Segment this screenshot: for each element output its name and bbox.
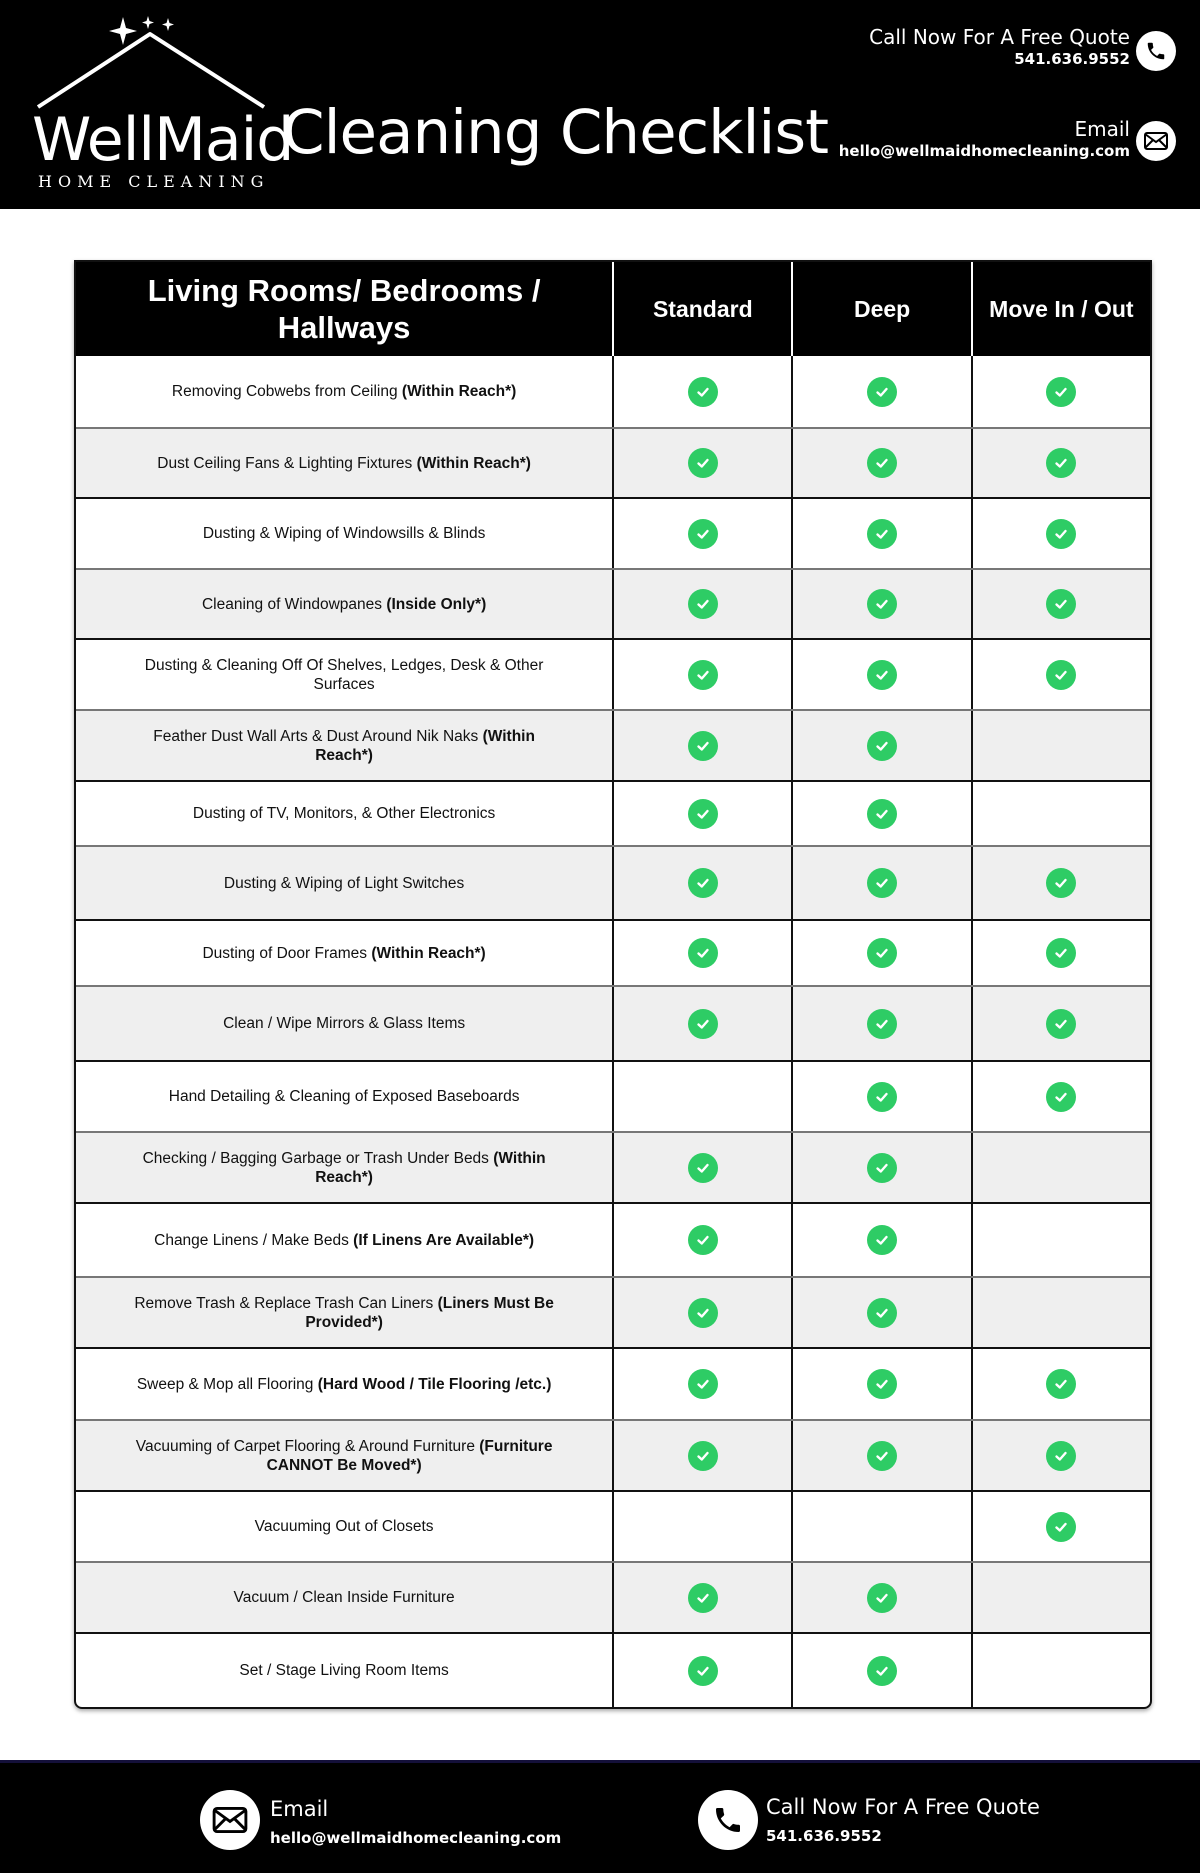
table-row [76,709,1150,780]
house-roof-icon [28,12,278,112]
task-cell [76,1421,612,1490]
checkmark-icon [1046,377,1076,407]
task-cell [76,429,612,497]
envelope-icon[interactable] [1136,121,1176,161]
task-cell [76,640,612,709]
table-row [76,427,1150,497]
move-cell [971,640,1150,709]
standard-cell [612,1278,791,1347]
task-note: (Within Reach*) [315,1149,546,1186]
checkmark-icon [688,519,718,549]
checkmark-icon [688,1153,718,1183]
email-address-link[interactable]: hello@wellmaidhomecleaning.com [838,142,1130,160]
standard-cell [612,640,791,709]
checkmark-icon [1046,660,1076,690]
checkmark-icon [688,1656,718,1686]
page-title: Cleaning Checklist [282,97,829,168]
task-cell [76,1204,612,1276]
task-cell [76,570,612,638]
checkmark-icon [688,1298,718,1328]
task-note: (Within Reach*) [401,383,517,400]
table-row [76,1561,1150,1632]
column-header-task: Living Rooms/ Bedrooms / Hallways [147,273,541,345]
checkmark-icon [867,1369,897,1399]
checkmark-icon [867,938,897,968]
column-header-deep: Deep [791,262,970,356]
task-cell [76,1278,612,1347]
task-cell [76,356,612,427]
checkmark-icon [688,938,718,968]
table-row [76,1419,1150,1490]
deep-cell [791,1563,970,1632]
phone-number-link[interactable]: 541.636.9552 [1014,50,1130,68]
task-label: Dusting of TV, Monitors, & Other Electronics [192,805,496,822]
header-phone-contact [869,25,1130,69]
footer-phone-link[interactable]: 541.636.9552 [766,1827,882,1845]
task-label: Vacuuming of Carpet Flooring & Around Furniture [135,1437,480,1455]
deep-cell [791,1133,970,1202]
standard-cell [612,1492,791,1561]
checkmark-icon [867,868,897,898]
table-row [76,497,1150,568]
table-row [76,356,1150,427]
table-row [76,1060,1150,1131]
move-cell [971,1349,1150,1419]
column-header-standard: Standard [612,262,791,356]
standard-cell [612,499,791,568]
deep-cell [791,847,970,919]
page-footer [0,1760,1200,1873]
checkmark-icon [688,1441,718,1471]
deep-cell [791,1634,970,1707]
task-cell [76,782,612,845]
task-note: (Liners Must Be Provided*) [305,1294,554,1331]
deep-cell [791,1062,970,1131]
footer-email-link[interactable]: hello@wellmaidhomecleaning.com [270,1829,562,1847]
standard-cell [612,1133,791,1202]
deep-cell [791,782,970,845]
deep-cell [791,1492,970,1561]
checkmark-icon [688,448,718,478]
deep-cell [791,987,970,1060]
standard-cell [612,1563,791,1632]
task-note: (Inside Only*) [386,595,487,613]
standard-cell [612,1204,791,1276]
checkmark-icon [1046,589,1076,619]
move-cell [971,1421,1150,1490]
task-label: Vacuum / Clean Inside Furniture [233,1589,455,1606]
table-row [76,985,1150,1060]
task-cell [76,921,612,985]
column-header-move: Move In / Out [971,262,1150,356]
checkmark-icon [867,1583,897,1613]
table-row [76,1490,1150,1561]
task-label: Dusting & Wiping of Light Switches [223,874,465,892]
footer-email-label: Email [270,1797,329,1821]
checkmark-icon [867,589,897,619]
standard-cell [612,987,791,1060]
table-row [76,919,1150,985]
move-cell [971,570,1150,638]
checkmark-icon [1046,448,1076,478]
move-cell [971,1062,1150,1131]
table-row [76,1632,1150,1707]
checkmark-icon [688,1369,718,1399]
checkmark-icon [1046,1082,1076,1112]
checkmark-icon [688,1583,718,1613]
task-label: Removing Cobwebs from Ceiling [171,383,402,400]
envelope-icon[interactable] [200,1790,260,1850]
task-label: Hand Detailing & Cleaning of Exposed Baseboards [168,1088,520,1105]
cleaning-checklist-table [74,260,1152,1709]
table-row [76,845,1150,919]
task-label: Clean / Wipe Mirrors & Glass Items [223,1015,466,1032]
wellmaid-logo [28,12,294,197]
move-cell [971,782,1150,845]
task-label: Cleaning of Windowpanes [201,595,387,613]
task-note: (Within Reach*) [315,727,535,764]
deep-cell [791,499,970,568]
move-cell [971,987,1150,1060]
checkmark-icon [1046,1512,1076,1542]
checkmark-icon [867,1225,897,1255]
standard-cell [612,847,791,919]
task-cell [76,711,612,780]
checkmark-icon [867,377,897,407]
task-label: Set / Stage Living Room Items [239,1662,449,1679]
checkmark-icon [867,1082,897,1112]
task-label: Dusting & Cleaning Off Of Shelves, Ledges, Desk & Other Surfaces [144,656,544,693]
deep-cell [791,356,970,427]
task-cell [76,1349,612,1419]
checkmark-icon [688,799,718,829]
table-row [76,1347,1150,1419]
phone-label: Call Now For A Free Quote [869,25,1130,49]
checkmark-icon [867,519,897,549]
deep-cell [791,640,970,709]
task-note: (Within Reach*) [371,944,486,962]
standard-cell [612,1634,791,1707]
standard-cell [612,1421,791,1490]
task-note: (Furniture CANNOT Be Moved*) [266,1437,553,1474]
checkmark-icon [867,448,897,478]
checkmark-icon [1046,938,1076,968]
email-label: Email [1074,117,1130,141]
deep-cell [791,429,970,497]
task-note: (Hard Wood / Tile Flooring /etc.) [317,1375,552,1393]
move-cell [971,1278,1150,1347]
task-label: Dusting of Door Frames [202,944,372,962]
checkmark-icon [867,1656,897,1686]
task-label: Sweep & Mop all Flooring [136,1375,318,1393]
deep-cell [791,1204,970,1276]
table-row [76,1131,1150,1202]
table-body [76,356,1150,1707]
checkmark-icon [867,799,897,829]
standard-cell [612,1062,791,1131]
checkmark-icon [1046,1441,1076,1471]
task-note: (If Linens Are Available*) [353,1231,535,1249]
task-cell [76,1062,612,1131]
task-cell [76,1133,612,1202]
page-header [0,0,1200,209]
move-cell [971,711,1150,780]
checkmark-icon [1046,1009,1076,1039]
task-cell [76,499,612,568]
move-cell [971,429,1150,497]
checkmark-icon [1046,1369,1076,1399]
footer-phone-contact [766,1794,1040,1846]
checkmark-icon [1046,868,1076,898]
checkmark-icon [867,1298,897,1328]
task-cell [76,847,612,919]
checkmark-icon [688,1225,718,1255]
move-cell [971,1133,1150,1202]
task-label: Remove Trash & Replace Trash Can Liners [134,1294,438,1312]
move-cell [971,847,1150,919]
standard-cell [612,1349,791,1419]
task-label: Dusting & Wiping of Windowsills & Blinds [202,525,486,542]
move-cell [971,1204,1150,1276]
deep-cell [791,1421,970,1490]
task-label: Dust Ceiling Fans & Lighting Fixtures [157,454,417,472]
deep-cell [791,570,970,638]
standard-cell [612,570,791,638]
task-cell [76,1634,612,1707]
header-email-contact [839,117,1130,161]
task-cell [76,987,612,1060]
logo-wordmark: WellMaid [32,105,294,175]
move-cell [971,921,1150,985]
standard-cell [612,711,791,780]
checkmark-icon [688,377,718,407]
checkmark-icon [688,868,718,898]
standard-cell [612,782,791,845]
footer-phone-label: Call Now For A Free Quote [766,1795,1040,1819]
checkmark-icon [867,1009,897,1039]
table-row [76,638,1150,709]
deep-cell [791,921,970,985]
table-header-row [76,262,1150,356]
checkmark-icon [688,589,718,619]
checkmark-icon [688,660,718,690]
table-row [76,1276,1150,1347]
task-label: Change Linens / Make Beds [154,1231,354,1249]
deep-cell [791,711,970,780]
move-cell [971,1634,1150,1707]
footer-email-contact [270,1796,561,1848]
checkmark-icon [867,1441,897,1471]
task-cell [76,1563,612,1632]
task-note: (Within Reach*) [416,454,531,472]
standard-cell [612,921,791,985]
checkmark-icon [1046,519,1076,549]
deep-cell [791,1349,970,1419]
checkmark-icon [688,1009,718,1039]
task-label: Vacuuming Out of Closets [254,1518,434,1535]
move-cell [971,1563,1150,1632]
table-row [76,568,1150,638]
task-label: Feather Dust Wall Arts & Dust Around Nik Naks [153,727,483,745]
deep-cell [791,1278,970,1347]
move-cell [971,356,1150,427]
checkmark-icon [867,660,897,690]
standard-cell [612,356,791,427]
standard-cell [612,429,791,497]
phone-icon[interactable] [698,1790,758,1850]
move-cell [971,499,1150,568]
table-row [76,1202,1150,1276]
checkmark-icon [688,731,718,761]
table-row [76,780,1150,845]
checkmark-icon [867,1153,897,1183]
move-cell [971,1492,1150,1561]
phone-icon[interactable] [1136,31,1176,71]
logo-tagline: HOME CLEANING [38,172,270,191]
task-cell [76,1492,612,1561]
checkmark-icon [867,731,897,761]
task-label: Checking / Bagging Garbage or Trash Under Beds [142,1149,494,1167]
